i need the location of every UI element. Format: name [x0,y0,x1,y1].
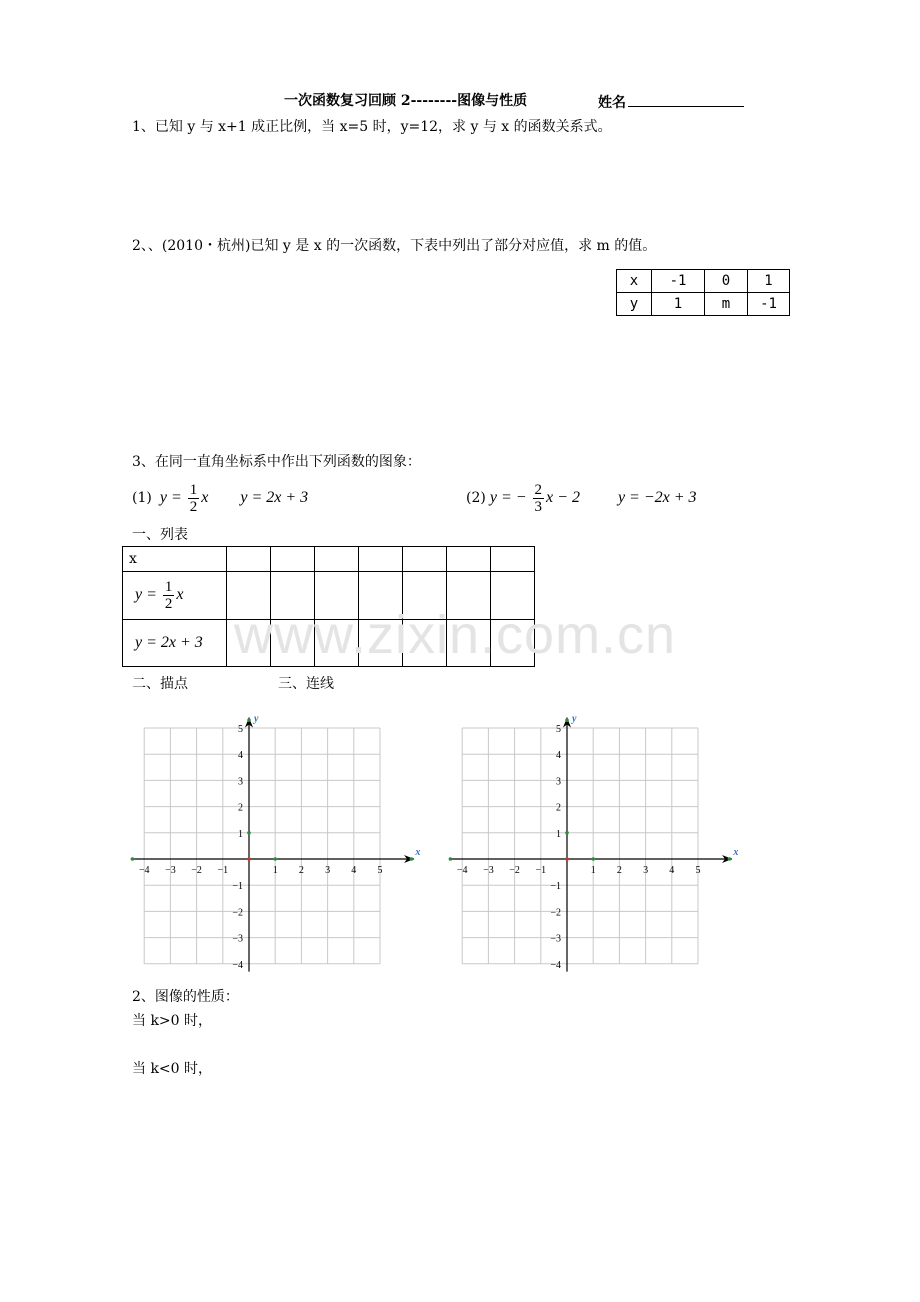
x-tick-label: −4 [138,865,150,876]
eq-rhs: x − 2 [546,488,580,506]
x-tick-label: 5 [695,865,701,876]
step-3-label: 三、连线 [278,676,334,692]
x-axis-label: x [733,847,739,858]
x-axis-label: x [415,847,421,858]
properties-title: 2、图像的性质： [132,989,239,1005]
x-tick-label: 1 [590,865,596,876]
y-tick-label: 3 [556,776,561,788]
y-tick-label: 5 [238,724,243,735]
unit-y-dot [565,831,569,835]
question-3: 3、在同一直角坐标系中作出下列函数的图象： [132,454,421,470]
y-tick-label: 2 [556,802,561,814]
x-axis-end-dot [410,857,414,861]
coordinate-grid-left[interactable] [131,714,421,972]
x-tick-label: 4 [669,865,675,876]
x-tick-label: 3 [325,865,331,876]
unit-x-dot [591,857,595,861]
table-cell: -1 [652,270,705,293]
x-tick-label: −1 [535,865,547,876]
eq-lhs: y = [159,488,182,506]
table-cell: -1 [748,293,790,316]
x-tick-label: 2 [298,865,304,876]
y-tick-label: 2 [238,802,243,814]
eq-lhs: y = − [489,488,527,506]
table-cell: x [617,270,652,293]
y-axis-end-dot [565,718,569,722]
x-tick-label: −2 [191,865,202,876]
eq-rhs: x [176,586,184,604]
y-tick-label: −1 [550,881,561,893]
origin-dot [565,857,569,861]
y-tick-label: 1 [238,828,243,840]
table-cell: 1 [748,270,790,293]
row-equation-2: y = 2x + 3 [135,634,203,651]
x-tick-label: −3 [165,865,176,876]
name-label: 姓名 [598,95,626,111]
x-axis-start-dot [449,857,453,861]
denominator: 2 [164,596,173,612]
x-tick-label: −3 [483,865,494,876]
question-2: 2、、(2010・杭州)已知 y 是 x 的一次函数，下表中列出了部分对应值，求 m 的值。 [132,238,657,254]
table-cell: y [617,293,652,316]
part-1-label: (1) [132,490,152,506]
y-axis-label: y [572,713,577,725]
y-tick-label: −3 [232,933,243,945]
equation-1b: y = 2x + 3 [240,489,309,506]
table-cell: m [705,293,748,316]
table-header-x: x [123,547,227,572]
numerator: 2 [534,481,543,498]
y-tick-label: −4 [550,959,561,971]
x-tick-label: 5 [377,865,383,876]
x-tick-label: −4 [456,865,468,876]
x-tick-label: 1 [272,865,278,876]
y-tick-label: 4 [238,750,243,762]
denominator: 2 [189,498,198,515]
x-tick-label: 2 [616,865,622,876]
y-tick-label: −4 [232,959,243,971]
y-tick-label: −2 [232,907,243,919]
table-cell: 0 [705,270,748,293]
property-k-negative: 当 k<0 时， [132,1061,213,1077]
y-tick-label: 4 [556,750,561,762]
question-1: 1、已知 y 与 x+1 成正比例，当 x=5 时，y=12，求 y 与 x 的函数关系式。 [132,119,612,135]
eq-rhs: x [201,488,209,506]
x-tick-label: 4 [351,865,357,876]
property-k-positive: 当 k>0 时， [132,1013,213,1029]
watermark: www.zixin.com.cn [234,605,677,665]
x-tick-label: −1 [217,865,229,876]
unit-x-dot [273,857,277,861]
equation-2b: y = −2x + 3 [617,489,697,506]
y-tick-label: 3 [238,776,243,788]
step-1-label: 一、列表 [132,527,188,543]
y-tick-label: −1 [232,881,243,893]
step-2-label: 二、描点 [132,676,188,692]
y-axis-end-dot [247,718,251,722]
origin-dot [247,857,251,861]
coordinate-grid-right[interactable] [449,714,739,972]
numerator: 1 [164,579,173,595]
y-tick-label: −3 [550,933,561,945]
x-axis-end-dot [728,857,732,861]
numerator: 1 [189,481,198,498]
y-tick-label: 5 [556,724,561,735]
title-text: 一次函数复习回顾 2--------图像与性质 [284,93,528,109]
y-tick-label: −2 [550,907,561,919]
part-2-label: (2) [466,490,486,506]
x-tick-label: 3 [643,865,649,876]
x-tick-label: −2 [509,865,520,876]
y-axis-label: y [254,713,259,725]
y-tick-label: 1 [556,828,561,840]
denominator: 3 [534,498,543,515]
eq-lhs: y = [135,586,157,604]
x-axis-start-dot [131,857,135,861]
table-cell: 1 [652,293,705,316]
unit-y-dot [247,831,251,835]
